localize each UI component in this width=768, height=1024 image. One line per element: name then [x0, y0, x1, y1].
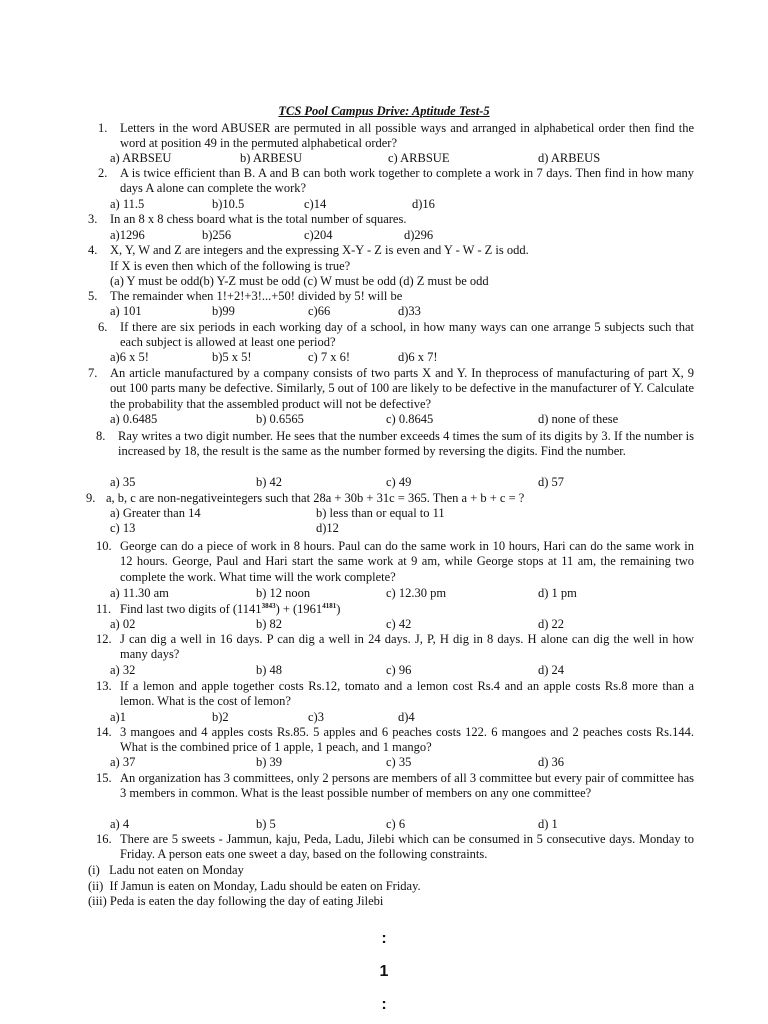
question-text: Ray writes a two digit number. He sees that the number exceeds 4 times the sum of its digits by 3. If the number is increased by 18, the result is the same as the number formed by reversing the digits. Find the number. [118, 429, 694, 459]
option-b: b) 42 [256, 475, 283, 489]
option-a: a) 0.6485 [110, 412, 158, 426]
option-d: d)16 [412, 197, 435, 211]
question-text: If there are six periods in each working day of a school, in how many ways can one arrange 5 subjects such that each subject is allowed at least one period? [120, 320, 694, 350]
question-number: 1. [98, 121, 108, 135]
option-b: b) 39 [256, 755, 283, 769]
footer-colon-top: : [381, 930, 387, 947]
option-b: b)2 [212, 710, 229, 724]
constraint-3: (iii) Peda is eaten the day following the day of eating Jilebi [88, 894, 384, 908]
option-c: c) 7 x 6! [308, 350, 350, 364]
question-number: 7. [88, 366, 98, 380]
question-text: An article manufactured by a company consists of two parts X and Y. In theprocess of manufacturing of part X, 9 out 100 parts many be defective. Similarly, 5 out of 100 are likely to be defective in the manufacturer of Y. Calculate the probability that the assembled product will not be defective? [110, 366, 694, 411]
option-d: d) ARBEUS [538, 151, 601, 165]
question-1 [98, 121, 694, 152]
question-9 [86, 491, 694, 506]
constraint-1: (i) Ladu not eaten on Monday [88, 863, 244, 877]
question-text: A is twice efficient than B. A and B can both work together to complete a work in 7 days. Then find in how many days A alone can complete the work? [120, 166, 694, 196]
question-number: 3. [88, 212, 98, 226]
footer-colon-bottom: : [381, 996, 387, 1013]
question-13 [96, 679, 694, 710]
option-d: d) 1 [538, 817, 558, 831]
option-b: b) 12 noon [256, 586, 311, 600]
question-number: 15. [96, 771, 112, 785]
question-text: There are 5 sweets - Jammun, kaju, Peda, Ladu, Jilebi which can be consumed in 5 consecutive days. Monday to Friday. A person eats one sweet a day, based on the following constraints. [120, 832, 694, 862]
question-number: 2. [98, 166, 108, 180]
option-d: d)33 [398, 304, 421, 318]
question-2 [98, 166, 694, 197]
option-c: c) 42 [386, 617, 412, 631]
exponent-2: 4181 [322, 601, 337, 610]
option-a: a) 32 [110, 663, 136, 677]
question-4 [88, 243, 694, 258]
question-number: 8. [96, 429, 106, 443]
question-5 [88, 289, 694, 304]
question-11 [96, 601, 694, 617]
option-b: b)256 [202, 228, 232, 242]
constraint-2: (ii) If Jamun is eaten on Monday, Ladu should be eaten on Friday. [88, 879, 421, 893]
question-10 [96, 539, 694, 585]
question-number: 10. [96, 539, 112, 553]
question-12 [96, 632, 694, 663]
option-a: a) 4 [110, 817, 130, 831]
question-text: X, Y, W and Z are integers and the expressing X-Y - Z is even and Y - W - Z is odd. [110, 243, 529, 257]
question-14 [96, 725, 694, 756]
option-d: d)12 [316, 521, 339, 535]
option-d: d)296 [404, 228, 434, 242]
option-d: d) 1 pm [538, 586, 577, 600]
question-number: 11. [96, 602, 112, 616]
question-16 [96, 832, 694, 863]
question-text: If a lemon and apple together costs Rs.12, tomato and a lemon cost Rs.4 and an apple costs Rs.8 more than a lemon. What is the cost of lemon? [120, 679, 694, 709]
option-a: a)1296 [110, 228, 145, 242]
option-b: b) 0.6565 [256, 412, 304, 426]
question-8 [96, 429, 694, 460]
question-6 [98, 320, 694, 351]
option-a: a) ARBSEU [110, 151, 172, 165]
option-b: b) 5 [256, 817, 276, 831]
option-d: d) 22 [538, 617, 565, 631]
question-number: 14. [96, 725, 112, 739]
exponent-1: 3843 [261, 601, 276, 610]
option-a: a) 35 [110, 475, 136, 489]
option-a: a) Greater than 14 [110, 506, 201, 520]
question-3 [88, 212, 694, 227]
question-number: 9. [86, 491, 96, 505]
question-number: 13. [96, 679, 112, 693]
question-text: J can dig a well in 16 days. P can dig a well in 24 days. J, P, H dig in 8 days. H alone can dig the well in how many days? [120, 632, 694, 662]
question-text: The remainder when 1!+2!+3!...+50! divided by 5! will be [110, 289, 403, 303]
option-b: b)99 [212, 304, 235, 318]
option-c: c) 0.8645 [386, 412, 434, 426]
document-title: TCS Pool Campus Drive: Aptitude Test-5 [278, 104, 490, 118]
option-c: c) 12.30 pm [386, 586, 447, 600]
question-text: An organization has 3 committees, only 2 persons are members of all 3 committee but every pair of committee has 3 members in common. What is the least possible number of members on any one committee? [120, 771, 694, 801]
option-d: d) 24 [538, 663, 565, 677]
question-15 [96, 771, 694, 802]
option-c: c) 96 [386, 663, 412, 677]
question-number: 12. [96, 632, 112, 646]
options-4: (a) Y must be odd(b) Y-Z must be odd (c) W must be odd (d) Z must be odd [110, 274, 489, 288]
question-number: 4. [88, 243, 98, 257]
question-number: 5. [88, 289, 98, 303]
option-a: a)6 x 5! [110, 350, 149, 364]
option-a: a) 11.5 [110, 197, 145, 211]
question-text: Letters in the word ABUSER are permuted in all possible ways and arranged in alphabetical order then find the word at position 49 in the permuted alphabetical order? [120, 121, 694, 151]
option-c: c)3 [308, 710, 324, 724]
option-c: c) 35 [386, 755, 412, 769]
option-d: d)6 x 7! [398, 350, 438, 364]
option-b: b) ARBESU [240, 151, 303, 165]
question-text: a, b, c are non-negativeintegers such that 28a + 30b + 31c = 365. Then a + b + c = ? [106, 491, 525, 505]
option-b: b) 82 [256, 617, 283, 631]
question-text: 3 mangoes and 4 apples costs Rs.85. 5 apples and 6 peaches costs 122. 6 mangoes and 2 peaches costs Rs.144. What is the combined price of 1 apple, 1 peach, and 1 mango? [120, 725, 694, 755]
option-a: a) 02 [110, 617, 136, 631]
option-a: a) 37 [110, 755, 136, 769]
option-a: a)1 [110, 710, 126, 724]
option-d: d) none of these [538, 412, 619, 426]
option-c: c) ARBSUE [388, 151, 450, 165]
option-c: c)204 [304, 228, 333, 242]
option-a: a) 101 [110, 304, 142, 318]
option-d: d) 36 [538, 755, 565, 769]
option-c: c) 49 [386, 475, 412, 489]
option-c: c)14 [304, 197, 327, 211]
option-d: d)4 [398, 710, 415, 724]
option-c: c) 13 [110, 521, 136, 535]
option-d: d) 57 [538, 475, 565, 489]
option-a: a) 11.30 am [110, 586, 169, 600]
option-b: b) 48 [256, 663, 283, 677]
option-c: c) 6 [386, 817, 406, 831]
question-7 [88, 366, 694, 412]
option-b: b)5 x 5! [212, 350, 252, 364]
question-number: 6. [98, 320, 108, 334]
question-number: 16. [96, 832, 112, 846]
page-number: 1 [379, 963, 389, 980]
question-4-subtext: If X is even then which of the following is true? [110, 259, 351, 273]
question-text: In an 8 x 8 chess board what is the total number of squares. [110, 212, 407, 226]
option-c: c)66 [308, 304, 331, 318]
option-b: b)10.5 [212, 197, 245, 211]
question-text: George can do a piece of work in 8 hours. Paul can do the same work in 10 hours, Hari can do the same work in 12 hours. George, Paul and Hari start the same work at 9 am, while George stops at 11 am, the remaining two complete the work. What time will the work complete? [120, 539, 694, 584]
question-text: Find last two digits of $(1141^{3843}) + (1961^{4181})$ [120, 601, 341, 616]
option-b: b) less than or equal to 11 [316, 506, 445, 520]
